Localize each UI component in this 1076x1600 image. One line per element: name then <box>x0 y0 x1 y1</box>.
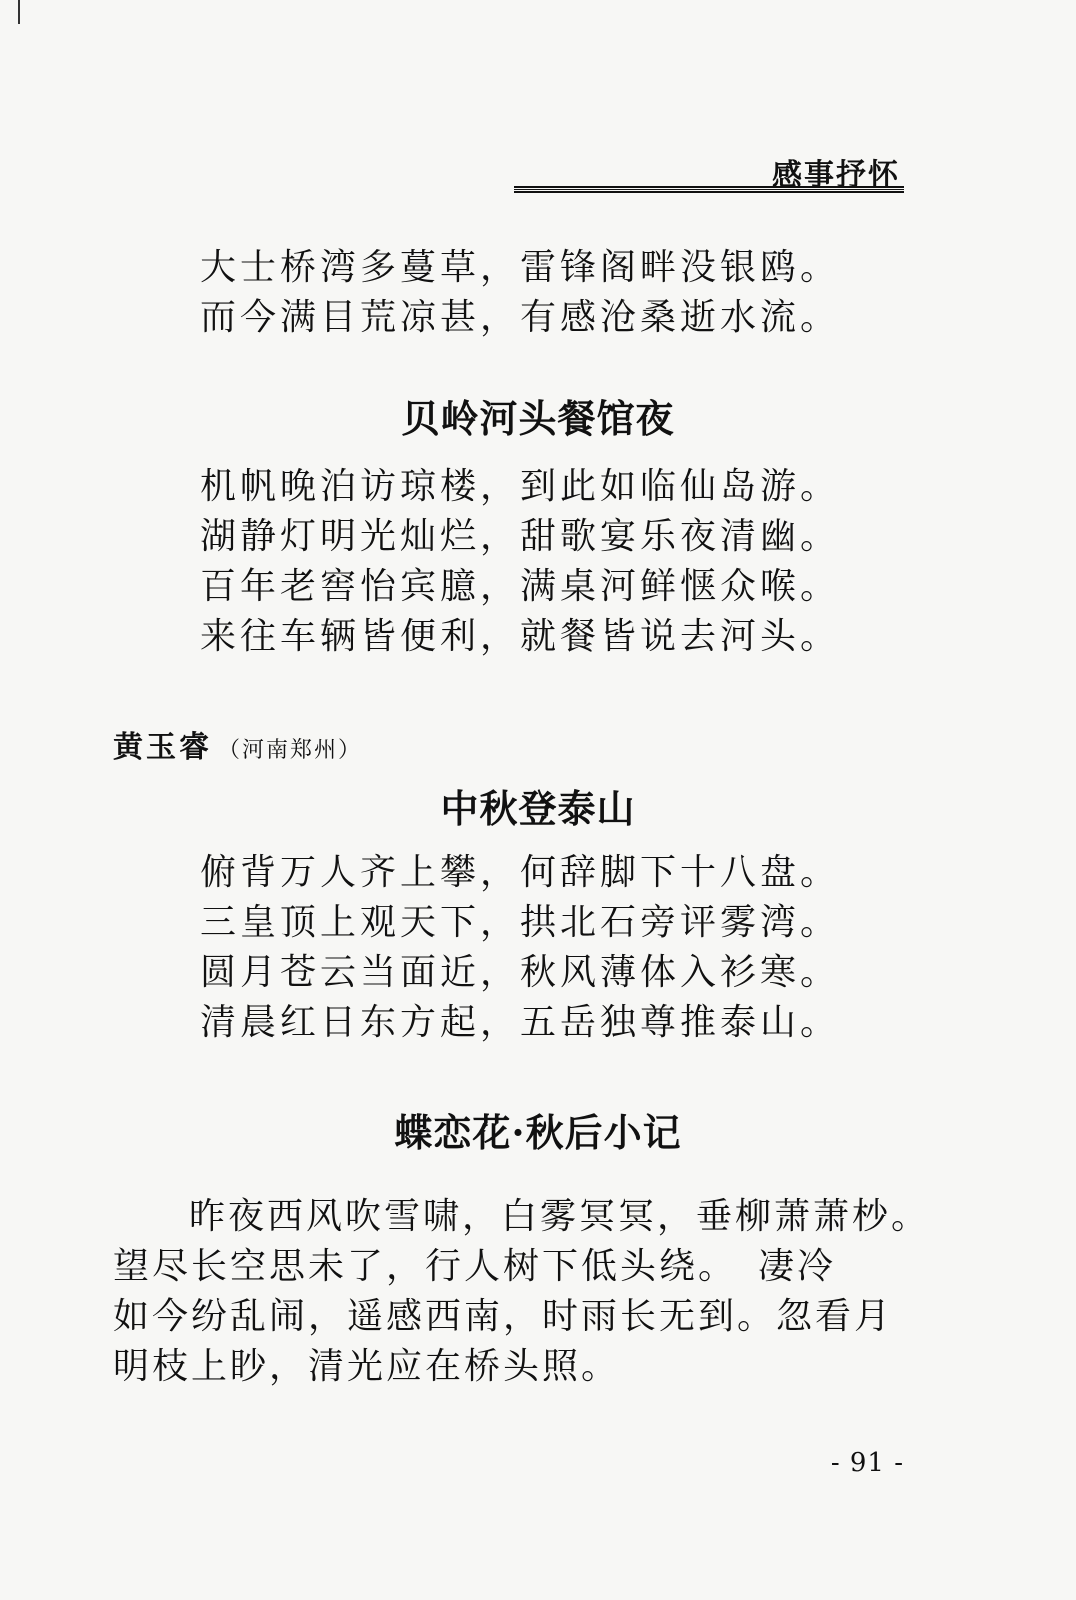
poem-continuation <box>200 243 840 343</box>
author-line <box>113 722 362 766</box>
running-head: 感事抒怀 <box>772 158 900 193</box>
verse-line: 湖静灯明光灿烂，甜歌宴乐夜清幽。 <box>200 516 841 557</box>
scan-corner-mark <box>18 0 20 24</box>
page-number: - 91 - <box>830 1448 904 1478</box>
poem-title: 蝶恋花·秋后小记 <box>394 1110 682 1155</box>
ci-line: 望尽长空思未了，行人树下低头绕。 凄冷 <box>113 1246 837 1287</box>
verse-line: 大士桥湾多蔓草，雷锋阁畔没银鸥。 <box>200 247 841 288</box>
ci-line: 如今纷乱闹，遥感西南，时雨长无到。忽看月 <box>113 1296 894 1337</box>
poem-title: 贝岭河头餐馆夜 <box>401 396 675 441</box>
verse-line: 百年老窖怡宾臆，满桌河鲜惬众喉。 <box>200 566 841 607</box>
verse-line: 三皇顶上观天下，拱北石旁评雾湾。 <box>200 902 841 943</box>
verse-line: 来往车辆皆便利，就餐皆说去河头。 <box>200 616 841 657</box>
ci-line: 明枝上眇，清光应在桥头照。 <box>113 1346 621 1387</box>
verse-line: 圆月苍云当面近，秋风薄体入衫寒。 <box>200 952 841 993</box>
author-name: 黄玉睿 <box>113 730 212 765</box>
running-head-rule <box>514 186 904 193</box>
poem-body <box>200 848 840 1048</box>
verse-line: 而今满目荒凉甚，有感沧桑逝水流。 <box>200 297 841 338</box>
verse-line: 机帆晚泊访琼楼，到此如临仙岛游。 <box>200 466 841 507</box>
verse-line: 清晨红日东方起，五岳独尊推泰山。 <box>200 1002 841 1043</box>
ci-line: 昨夜西风吹雪啸，白雾冥冥，垂柳萧萧杪。 <box>189 1196 931 1237</box>
poem-title: 中秋登泰山 <box>440 786 636 831</box>
ci-body <box>113 1192 931 1392</box>
poem-body <box>200 462 840 662</box>
verse-line: 俯背万人齐上攀，何辞脚下十八盘。 <box>200 852 841 893</box>
author-place: （河南郑州） <box>218 738 363 763</box>
